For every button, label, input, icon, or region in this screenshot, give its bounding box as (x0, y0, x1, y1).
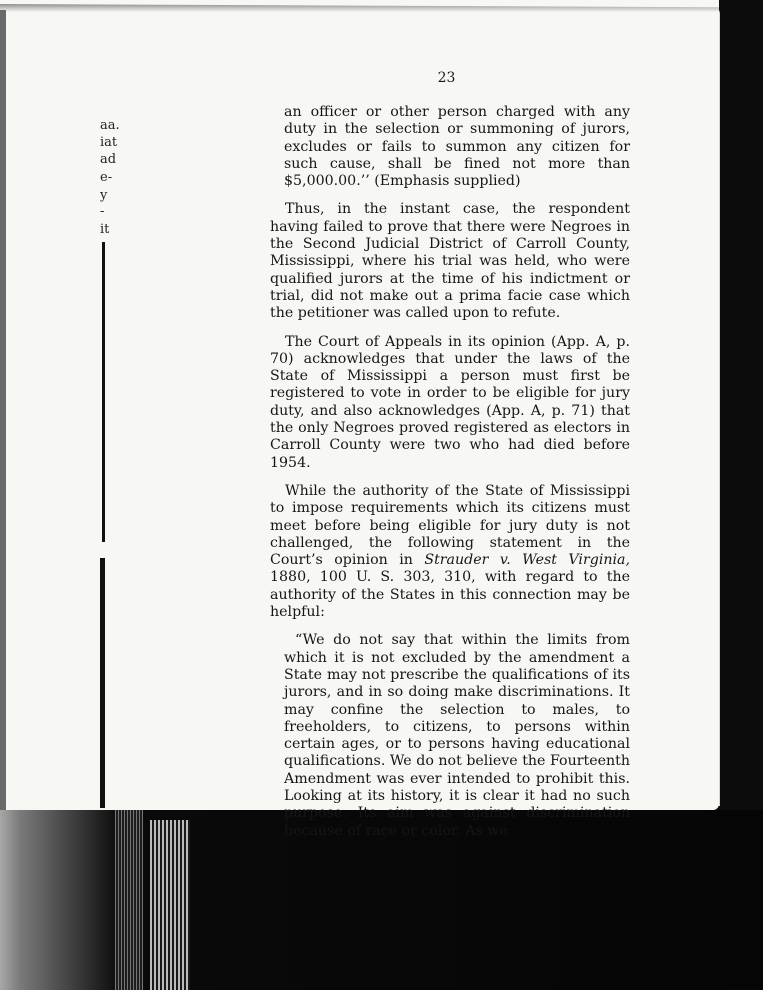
left-edge-shadow (0, 10, 6, 810)
paragraph: Thus, in the instant case, the respondent having failed to prove that there were Negroes in the Second Judicial District of Carroll County, Mississippi, where his trial was held, who were qualified jurors at the time of his indictment or trial, did not make out a prima facie case which the petitioner was called upon to refute. (270, 201, 630, 322)
gutter-fragment: aa. (100, 118, 120, 133)
paragraph-text: While the authority of the State of Mississippi to impose requirements which its citizens must meet before being eligible for jury duty is not challenged, the following statement in the Court’s opinion in (270, 482, 630, 569)
gutter-fragment: y (100, 188, 108, 203)
binding-shadow (115, 810, 143, 990)
gutter-fragment: e- (100, 170, 113, 185)
gutter-fragment: ad (100, 152, 117, 167)
gutter-fragment: iat (100, 135, 118, 150)
paragraph: The Court of Appeals in its opinion (App. A, p. 70) acknowledges that under the laws of the State of Mississippi a person must first be registered to vote in order to be eligible for jury duty, and also acknowledges (App. A, p. 71) that the only Negroes proved registered as electors in Carroll County were two who had died before 1954. (270, 333, 630, 471)
block-quote: “We do not say that within the limits from which it is not excluded by the amendment a State may not prescribe the qualifications of its jurors, and in so doing make discriminations. It may confine the selection to males, to freeholders, to citizens, to persons within certain ages, or to persons having educational qualifications. We do not believe the Fourteenth Amendment was ever intended to prohibit this. Looking at its history, it is clear it had no such purpose. Its aim was against discrimination because of race or color. As we (284, 632, 630, 839)
top-edge-shadow (0, 4, 719, 12)
case-citation: Strauder v. West Virginia, (424, 552, 630, 569)
gutter-mark (100, 558, 105, 808)
gutter-fragment: - (100, 204, 105, 219)
facing-page-gutter (100, 118, 122, 808)
binding-stripes (150, 820, 190, 990)
gutter-mark (102, 242, 105, 542)
body-text (270, 104, 630, 840)
page-number: 23 (437, 70, 456, 86)
paragraph-text: 1880, 100 U. S. 303, 310, with regard to the authority of the States in this connection may be helpful: (270, 569, 630, 621)
gutter-fragment: it (100, 222, 110, 237)
paragraph: an officer or other person charged with any duty in the selection or summoning of jurors, excludes or fails to summon any citizen for such cause, shall be fined not more than $5,000.00.’’ (Emphasis supplied) (284, 104, 630, 190)
paragraph (270, 483, 630, 621)
